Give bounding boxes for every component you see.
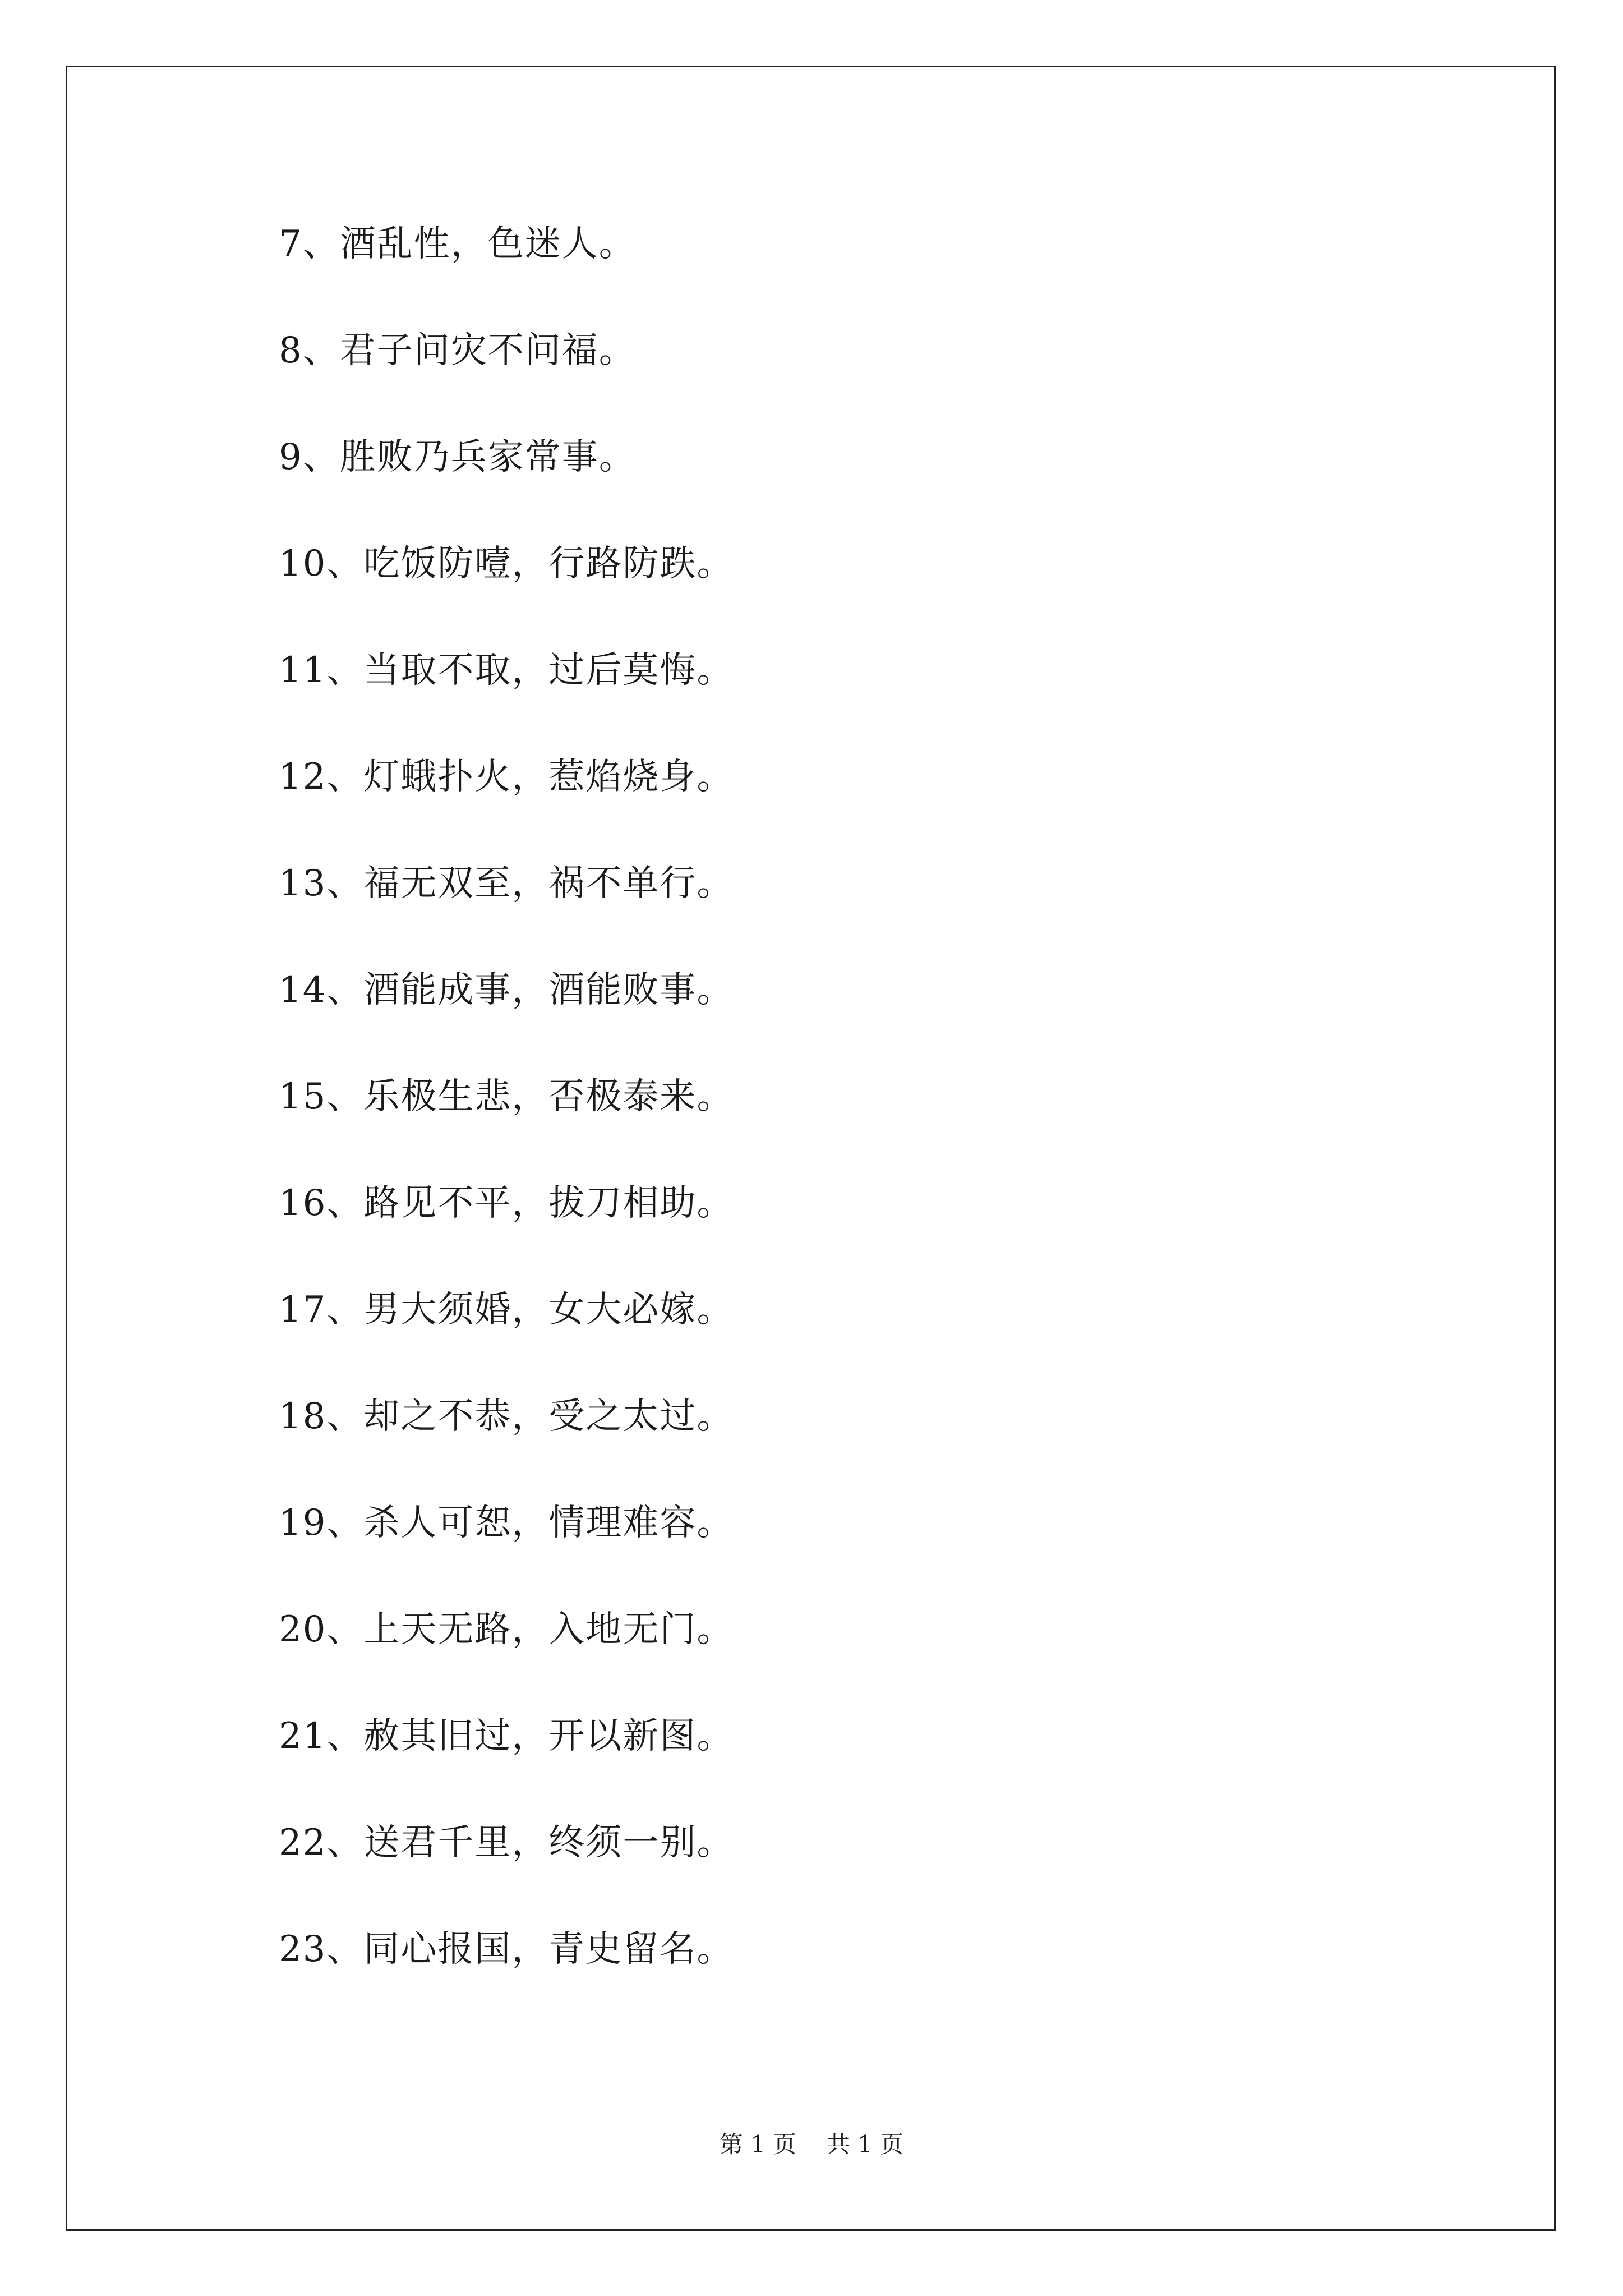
proverb-list [279,222,1456,2033]
list-item: 7、酒乱性，色迷人。 [279,223,636,265]
list-item: 11、当取不取，过后莫悔。 [279,650,734,691]
list-item: 22、送君千里，终须一别。 [279,1822,734,1864]
list-item: 16、路见不平，拔刀相助。 [279,1182,734,1224]
list-item: 17、男大须婚，女大必嫁。 [279,1289,734,1331]
list-item: 14、酒能成事，酒能败事。 [279,969,734,1011]
list-item: 19、杀人可恕，情理难容。 [279,1502,734,1544]
list-item: 13、福无双至，祸不单行。 [279,863,734,904]
page-footer: 第 1 页 共 1 页 [719,2131,904,2158]
list-item: 12、灯蛾扑火，惹焰烧身。 [279,756,734,798]
list-item: 8、君子问灾不问福。 [279,330,636,371]
list-item: 18、却之不恭，受之太过。 [279,1396,734,1437]
list-item: 10、吃饭防噎，行路防跌。 [279,543,734,585]
list-item: 9、胜败乃兵家常事。 [279,436,636,478]
list-item: 21、赦其旧过，开以新图。 [279,1715,734,1757]
list-item: 15、乐极生悲，否极泰来。 [279,1076,734,1117]
list-item: 20、上天无路，入地无门。 [279,1609,734,1650]
list-item: 23、同心报国，青史留名。 [279,1929,734,1970]
